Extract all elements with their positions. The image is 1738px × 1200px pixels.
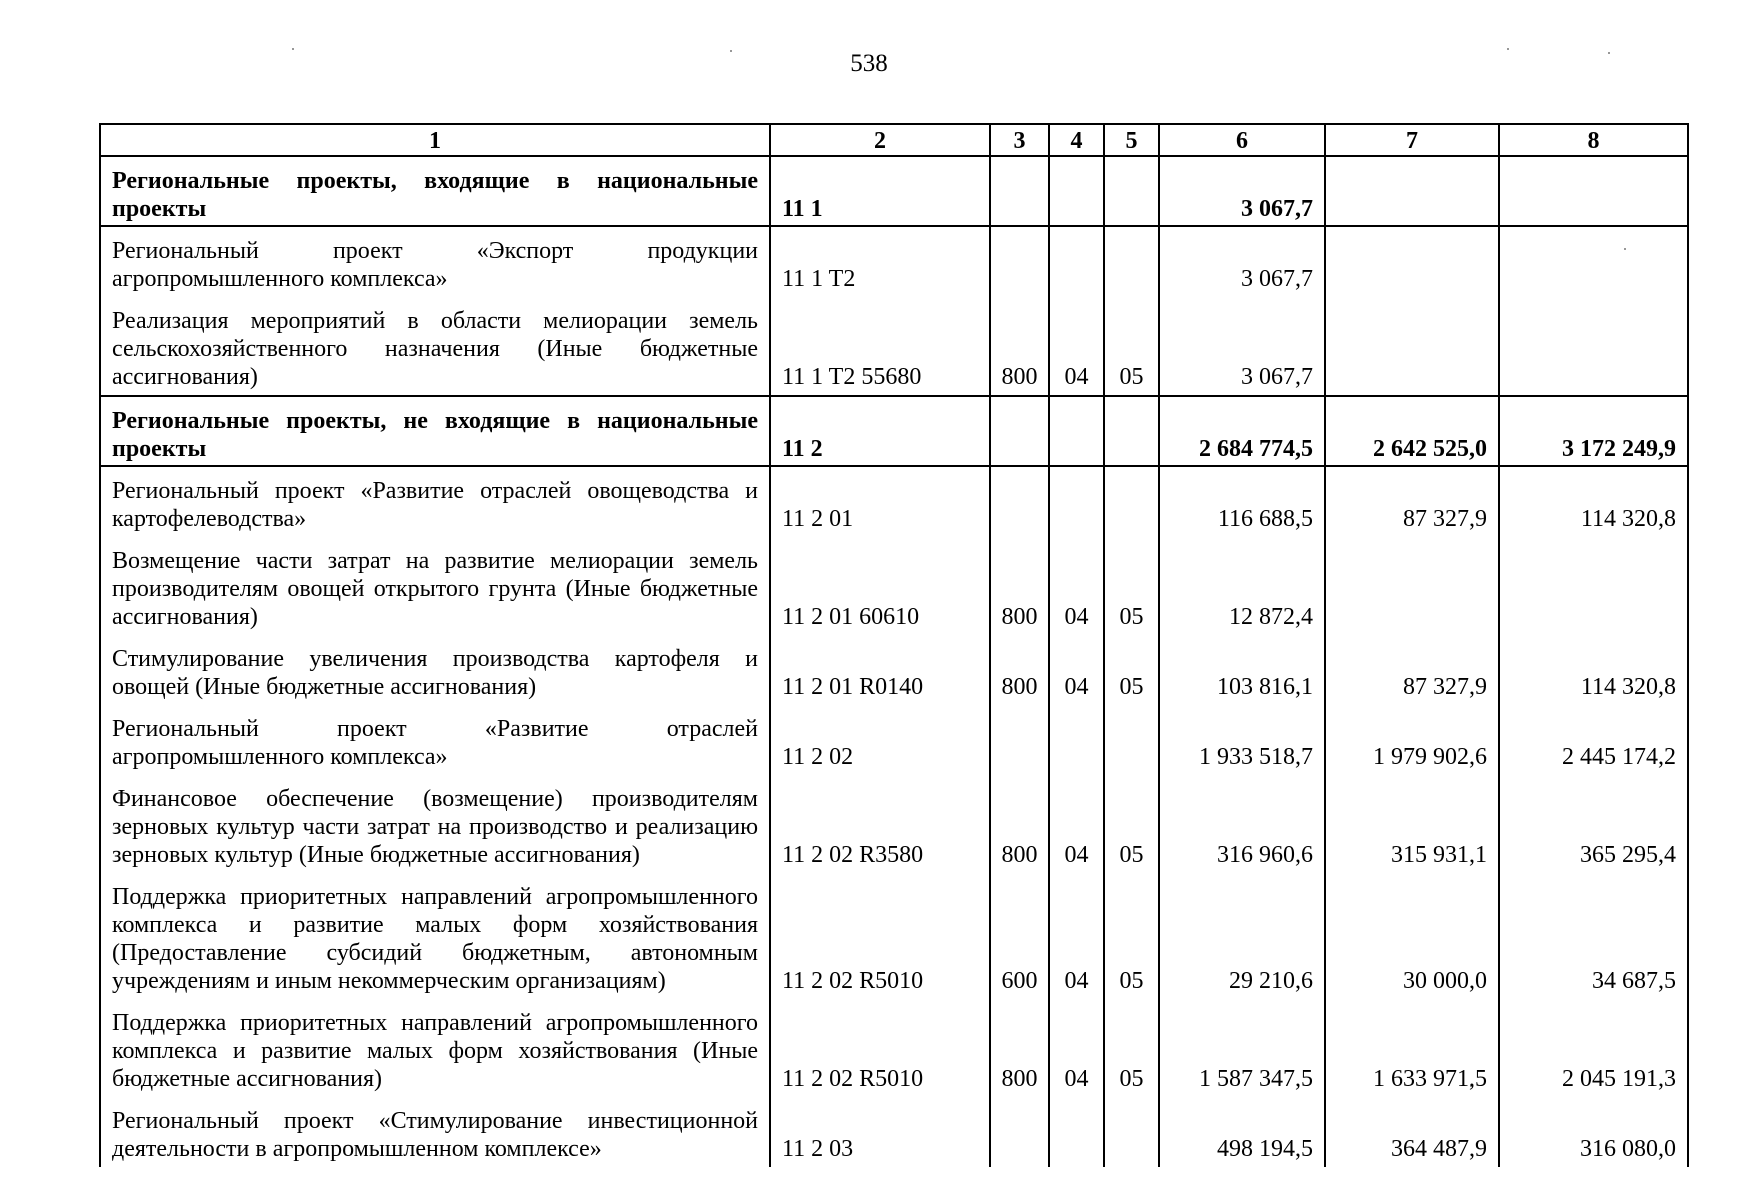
section-row: [100, 396, 1688, 466]
row-col7: 87 327,9: [1325, 466, 1499, 537]
row-col5: 05: [1104, 873, 1159, 999]
row-col5: 05: [1104, 537, 1159, 635]
row-code: 11 2 02 R5010: [770, 873, 990, 999]
scan-speck: [730, 50, 732, 52]
row-col4: [1049, 705, 1104, 775]
row-col6: 1 587 347,5: [1159, 999, 1325, 1097]
table-row: [100, 775, 1688, 873]
row-name: Региональные проекты, не входящие в национальные проекты: [100, 396, 770, 466]
row-col3: [990, 226, 1049, 297]
row-col7: [1325, 226, 1499, 297]
row-name: Возмещение части затрат на развитие мелиорации земель производителям овощей открытого грунта (Иные бюджетные ассигнования): [100, 537, 770, 635]
row-col5: [1104, 705, 1159, 775]
row-code: 11 2 01 R0140: [770, 635, 990, 705]
row-col8: [1499, 537, 1688, 635]
row-col6: 498 194,5: [1159, 1097, 1325, 1167]
row-col4: 04: [1049, 635, 1104, 705]
row-col3: [990, 156, 1049, 226]
row-col4: 04: [1049, 873, 1104, 999]
row-code: 11 2 02: [770, 705, 990, 775]
row-col5: 05: [1104, 635, 1159, 705]
row-col4: 04: [1049, 537, 1104, 635]
row-code: 11 2 02 R5010: [770, 999, 990, 1097]
row-col3: 800: [990, 297, 1049, 396]
row-col3: 800: [990, 537, 1049, 635]
row-col8: [1499, 297, 1688, 396]
row-col6: 316 960,6: [1159, 775, 1325, 873]
row-code: 11 2: [770, 396, 990, 466]
row-col4: 04: [1049, 297, 1104, 396]
section-row: [100, 156, 1688, 226]
row-col5: 05: [1104, 297, 1159, 396]
row-name: Региональный проект «Развитие отраслей агропромышленного комплекса»: [100, 705, 770, 775]
row-col4: [1049, 156, 1104, 226]
row-col5: 05: [1104, 999, 1159, 1097]
row-col3: [990, 466, 1049, 537]
row-col8: 34 687,5: [1499, 873, 1688, 999]
header-row: [100, 124, 1688, 156]
table-row: [100, 873, 1688, 999]
row-col7: [1325, 537, 1499, 635]
row-col7: 1 979 902,6: [1325, 705, 1499, 775]
row-col8: 2 445 174,2: [1499, 705, 1688, 775]
row-name: Финансовое обеспечение (возмещение) производителям зерновых культур части затрат на производство и реализацию зерновых культур (Иные бюджетные ассигнования): [100, 775, 770, 873]
row-name: Реализация мероприятий в области мелиорации земель сельскохозяйственного назначения (Иные бюджетные ассигнования): [100, 297, 770, 396]
row-col7: [1325, 297, 1499, 396]
scan-speck: [292, 48, 294, 50]
row-name: Региональные проекты, входящие в национальные проекты: [100, 156, 770, 226]
row-col3: 600: [990, 873, 1049, 999]
column-header: 3: [990, 124, 1049, 156]
row-col6: 3 067,7: [1159, 297, 1325, 396]
row-col5: [1104, 466, 1159, 537]
table-row: [100, 705, 1688, 775]
row-col4: [1049, 226, 1104, 297]
row-code: 11 1: [770, 156, 990, 226]
row-col6: 29 210,6: [1159, 873, 1325, 999]
row-name: Региональный проект «Экспорт продукции агропромышленного комплекса»: [100, 226, 770, 297]
row-col4: [1049, 1097, 1104, 1167]
column-header: 7: [1325, 124, 1499, 156]
row-col6: 103 816,1: [1159, 635, 1325, 705]
row-col4: [1049, 396, 1104, 466]
row-col8: 316 080,0: [1499, 1097, 1688, 1167]
table-row: [100, 226, 1688, 297]
row-col7: 2 642 525,0: [1325, 396, 1499, 466]
row-code: 11 1 T2 55680: [770, 297, 990, 396]
budget-table: [99, 123, 1689, 1167]
scan-speck: [1507, 48, 1509, 50]
row-col8: 114 320,8: [1499, 635, 1688, 705]
row-col7: 1 633 971,5: [1325, 999, 1499, 1097]
row-code: 11 2 01: [770, 466, 990, 537]
row-col3: 800: [990, 999, 1049, 1097]
column-header: 4: [1049, 124, 1104, 156]
row-col5: [1104, 1097, 1159, 1167]
row-col6: 116 688,5: [1159, 466, 1325, 537]
row-col6: 2 684 774,5: [1159, 396, 1325, 466]
row-col3: 800: [990, 635, 1049, 705]
row-name: Региональный проект «Развитие отраслей овощеводства и картофелеводства»: [100, 466, 770, 537]
row-col6: 3 067,7: [1159, 156, 1325, 226]
row-col5: 05: [1104, 775, 1159, 873]
row-col7: 87 327,9: [1325, 635, 1499, 705]
row-col7: 364 487,9: [1325, 1097, 1499, 1167]
row-col7: 30 000,0: [1325, 873, 1499, 999]
row-name: Поддержка приоритетных направлений агропромышленного комплекса и развитие малых форм хозяйствования (Предоставление субсидий бюджетным, автономным учреждениям и иным некоммерческим организациям): [100, 873, 770, 999]
row-col5: [1104, 156, 1159, 226]
column-header: 1: [100, 124, 770, 156]
table-row: [100, 1097, 1688, 1167]
row-col8: [1499, 156, 1688, 226]
row-col4: 04: [1049, 999, 1104, 1097]
row-col7: 315 931,1: [1325, 775, 1499, 873]
table-row: [100, 297, 1688, 396]
row-col3: [990, 396, 1049, 466]
row-code: 11 2 03: [770, 1097, 990, 1167]
row-col5: [1104, 226, 1159, 297]
row-name: Поддержка приоритетных направлений агропромышленного комплекса и развитие малых форм хозяйствования (Иные бюджетные ассигнования): [100, 999, 770, 1097]
row-name: Региональный проект «Стимулирование инвестиционной деятельности в агропромышленном комплексе»: [100, 1097, 770, 1167]
row-col3: [990, 1097, 1049, 1167]
row-code: 11 2 02 R3580: [770, 775, 990, 873]
row-col8: 114 320,8: [1499, 466, 1688, 537]
scan-speck: [1608, 52, 1610, 54]
column-header: 2: [770, 124, 990, 156]
row-col7: [1325, 156, 1499, 226]
row-col8: 3 172 249,9: [1499, 396, 1688, 466]
row-col8: 2 045 191,3: [1499, 999, 1688, 1097]
row-name: Стимулирование увеличения производства картофеля и овощей (Иные бюджетные ассигнования): [100, 635, 770, 705]
column-header: 5: [1104, 124, 1159, 156]
page-number: 538: [850, 50, 888, 77]
table-row: [100, 466, 1688, 537]
row-col3: 800: [990, 775, 1049, 873]
column-header: 8: [1499, 124, 1688, 156]
row-col4: [1049, 466, 1104, 537]
column-header: 6: [1159, 124, 1325, 156]
row-code: 11 1 T2: [770, 226, 990, 297]
table-row: [100, 635, 1688, 705]
row-col6: 3 067,7: [1159, 226, 1325, 297]
row-col3: [990, 705, 1049, 775]
row-col6: 12 872,4: [1159, 537, 1325, 635]
row-col5: [1104, 396, 1159, 466]
row-col8: [1499, 226, 1688, 297]
table-row: [100, 999, 1688, 1097]
row-col8: 365 295,4: [1499, 775, 1688, 873]
row-col6: 1 933 518,7: [1159, 705, 1325, 775]
row-col4: 04: [1049, 775, 1104, 873]
table-row: [100, 537, 1688, 635]
row-code: 11 2 01 60610: [770, 537, 990, 635]
